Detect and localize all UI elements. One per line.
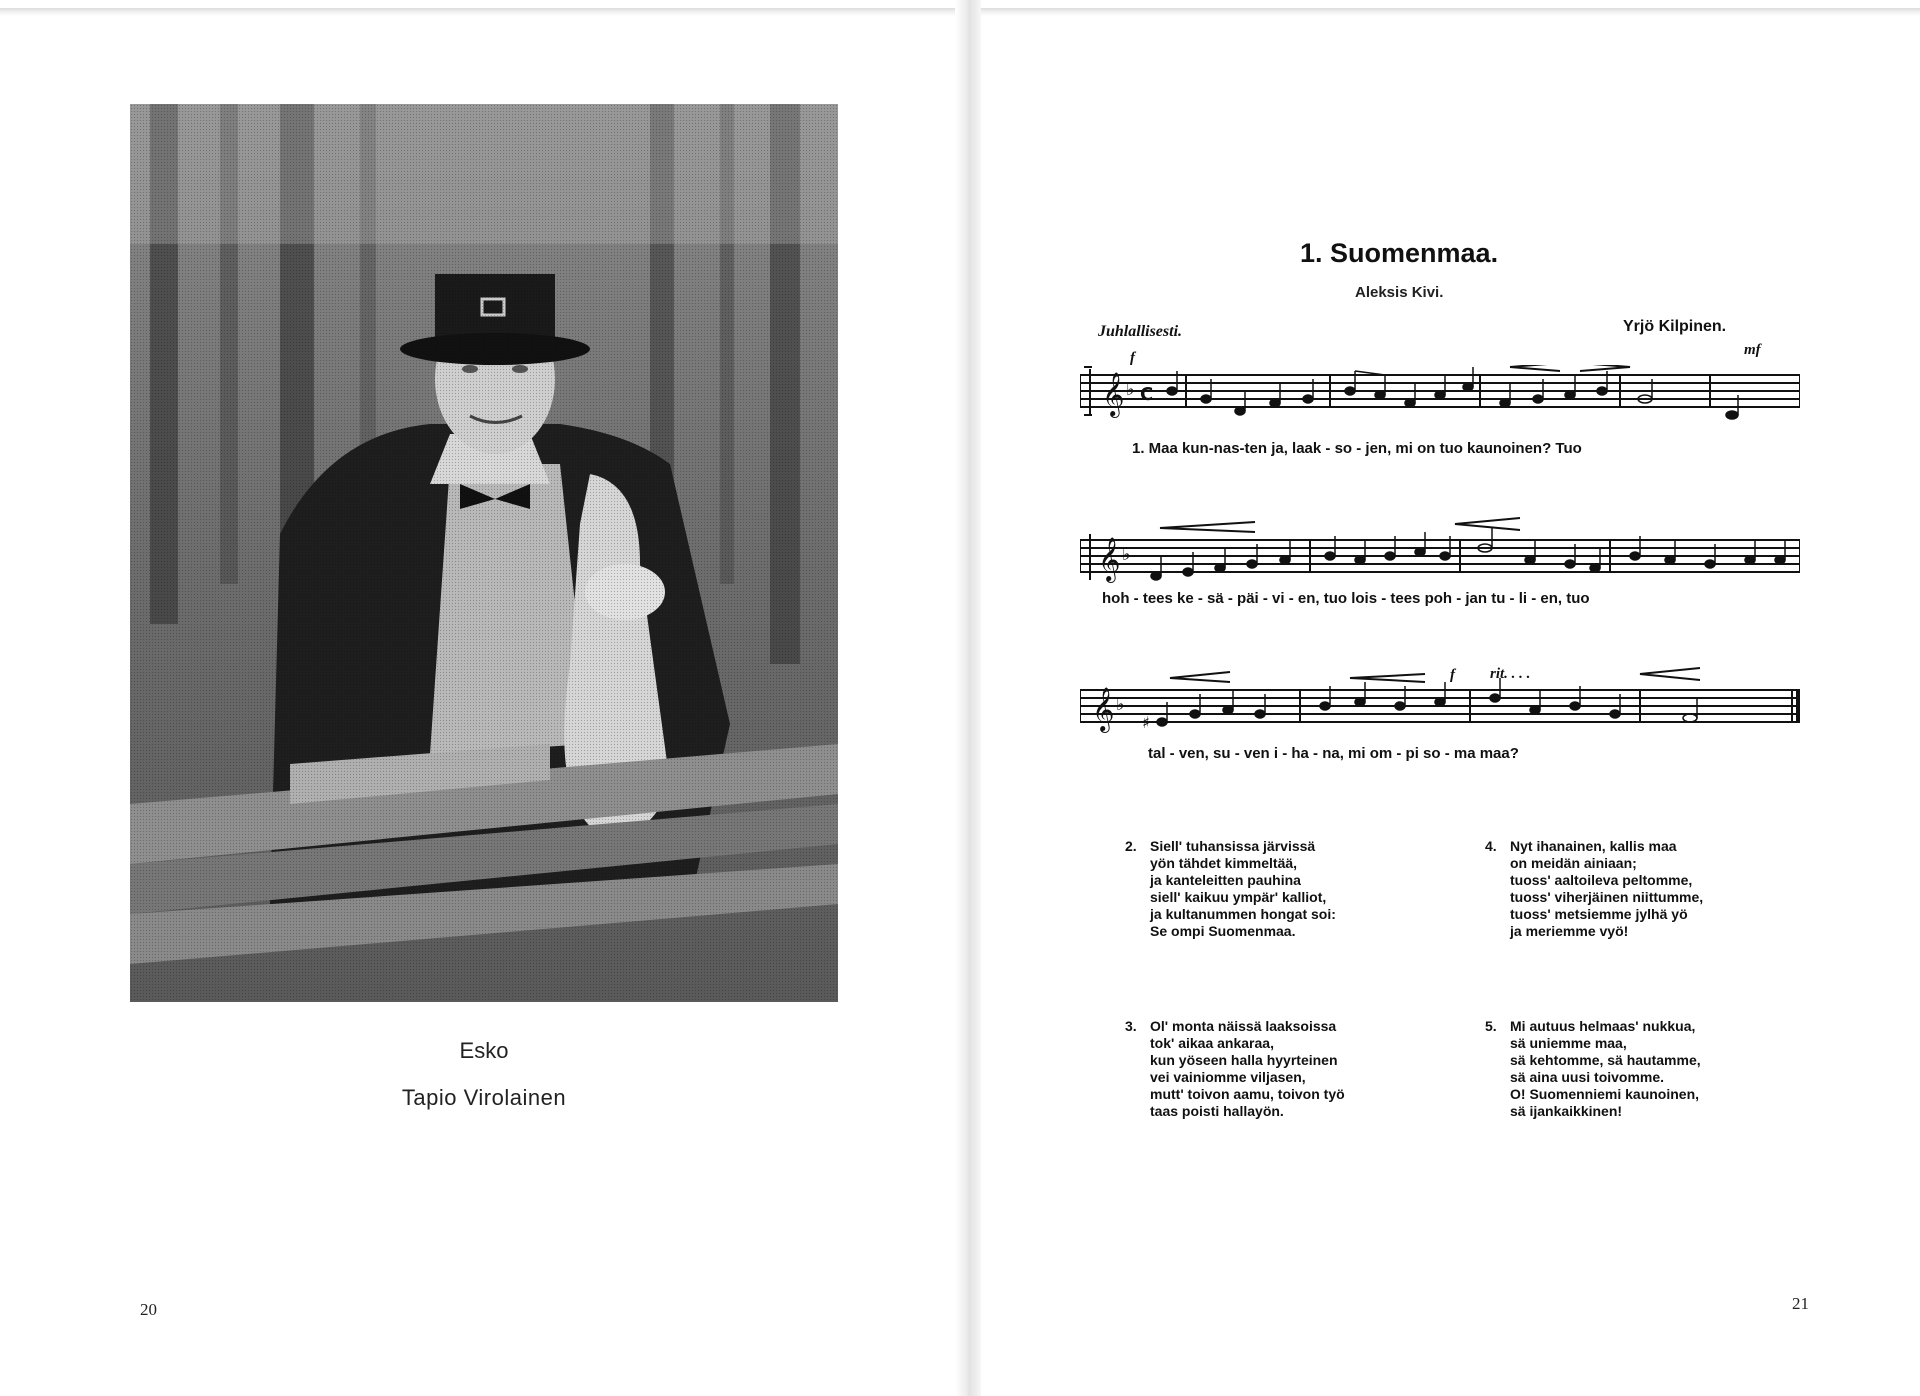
verse-line: kun yöseen halla hyyrteinen [1150, 1052, 1338, 1068]
verse-line: tok' aikaa ankaraa, [1150, 1035, 1274, 1051]
verse-line: sä uniemme maa, [1510, 1035, 1627, 1051]
verse-line: sä aina uusi toivomme. [1510, 1069, 1665, 1085]
song-composer: Yrjö Kilpinen. [1623, 318, 1727, 335]
music-staff-2 [1080, 510, 1800, 594]
photo-caption-author: Tapio Virolainen [401, 1085, 567, 1110]
music-staff-3 [1080, 660, 1800, 744]
verse-4 [1485, 838, 1704, 940]
verse-line: taas poisti hallayön. [1150, 1103, 1284, 1119]
lyrics-line-3: tal - ven, su - ven i - ha - na, mi om - pi so - ma maa? [1148, 745, 1519, 762]
dynamic-rit: rit. . . . [1490, 666, 1531, 682]
verse-line: ja kanteleitten pauhina [1150, 872, 1301, 888]
verse-line: sä ijankaikkinen! [1510, 1103, 1623, 1119]
verse-2 [1125, 838, 1336, 940]
verse-line: yön tähdet kimmeltää, [1150, 855, 1298, 871]
portrait-photo [130, 104, 838, 1002]
verse-line: vei vainiomme viljasen, [1150, 1069, 1306, 1085]
verse-line: Nyt ihanainen, kallis maa [1510, 838, 1677, 854]
svg-text:♭: ♭ [1122, 544, 1131, 565]
svg-text:𝄞: 𝄞 [1092, 687, 1115, 731]
verse-line: Siell' tuhansissa järvissä [1150, 838, 1316, 854]
song-poet: Aleksis Kivi. [1355, 284, 1444, 301]
verse-3 [1125, 1018, 1345, 1120]
lyrics-line-1: 1. Maa kun-nas-ten ja, laak - so - jen, mi on tuo kaunoinen? Tuo [1132, 440, 1582, 457]
dynamic-f: f [1130, 350, 1135, 366]
verse-line: siell' kaikuu ympär' kalliot, [1150, 889, 1327, 905]
music-staff-1 [1080, 365, 1800, 439]
song-title: 1. Suomenmaa. [1300, 238, 1499, 268]
verse-line: Se ompi Suomenmaa. [1150, 923, 1296, 939]
verse-number: 3. [1125, 1018, 1137, 1034]
verse-line: tuoss' viherjäinen niittumme, [1510, 889, 1704, 905]
verse-line: tuoss' metsiemme jylhä yö [1510, 906, 1688, 922]
svg-text:𝄞: 𝄞 [1098, 537, 1121, 581]
verse-line: Mi autuus helmaas' nukkua, [1510, 1018, 1696, 1034]
verse-line: tuoss' aaltoileva peltomme, [1510, 872, 1693, 888]
svg-text:♭: ♭ [1126, 379, 1135, 400]
verse-number: 4. [1485, 838, 1497, 854]
verse-line: mutt' toivon aamu, toivon työ [1150, 1086, 1345, 1102]
svg-text:♯: ♯ [1142, 713, 1150, 732]
verse-line: on meidän ainiaan; [1510, 855, 1637, 871]
verse-line: Ol' monta näissä laaksoissa [1150, 1018, 1337, 1034]
dynamic-f-2: f [1450, 667, 1455, 683]
page-number-left: 20 [140, 1300, 157, 1319]
svg-text:♭: ♭ [1116, 694, 1125, 715]
svg-text:C: C [1140, 384, 1154, 405]
right-page [980, 0, 1920, 1396]
verse-line: ja meriemme vyö! [1510, 923, 1629, 939]
verse-line: O! Suomenniemi kaunoinen, [1510, 1086, 1700, 1102]
lyrics-line-2: hoh - tees ke - sä - päi - vi - en, tuo lois - tees poh - jan tu - li - en, tuo [1102, 590, 1590, 607]
page-number-right: 21 [1792, 1294, 1809, 1313]
verse-number: 5. [1485, 1018, 1497, 1034]
svg-text:𝄞: 𝄞 [1102, 372, 1125, 416]
tempo-marking: Juhlallisesti. [1098, 323, 1183, 340]
verse-number: 2. [1125, 838, 1137, 854]
verse-5 [1485, 1018, 1701, 1120]
dynamic-mf: mf [1744, 342, 1761, 358]
verse-line: ja kultanummen hongat soi: [1150, 906, 1336, 922]
photo-caption-title: Esko [459, 1038, 509, 1063]
verse-line: sä kehtomme, sä hautamme, [1510, 1052, 1701, 1068]
